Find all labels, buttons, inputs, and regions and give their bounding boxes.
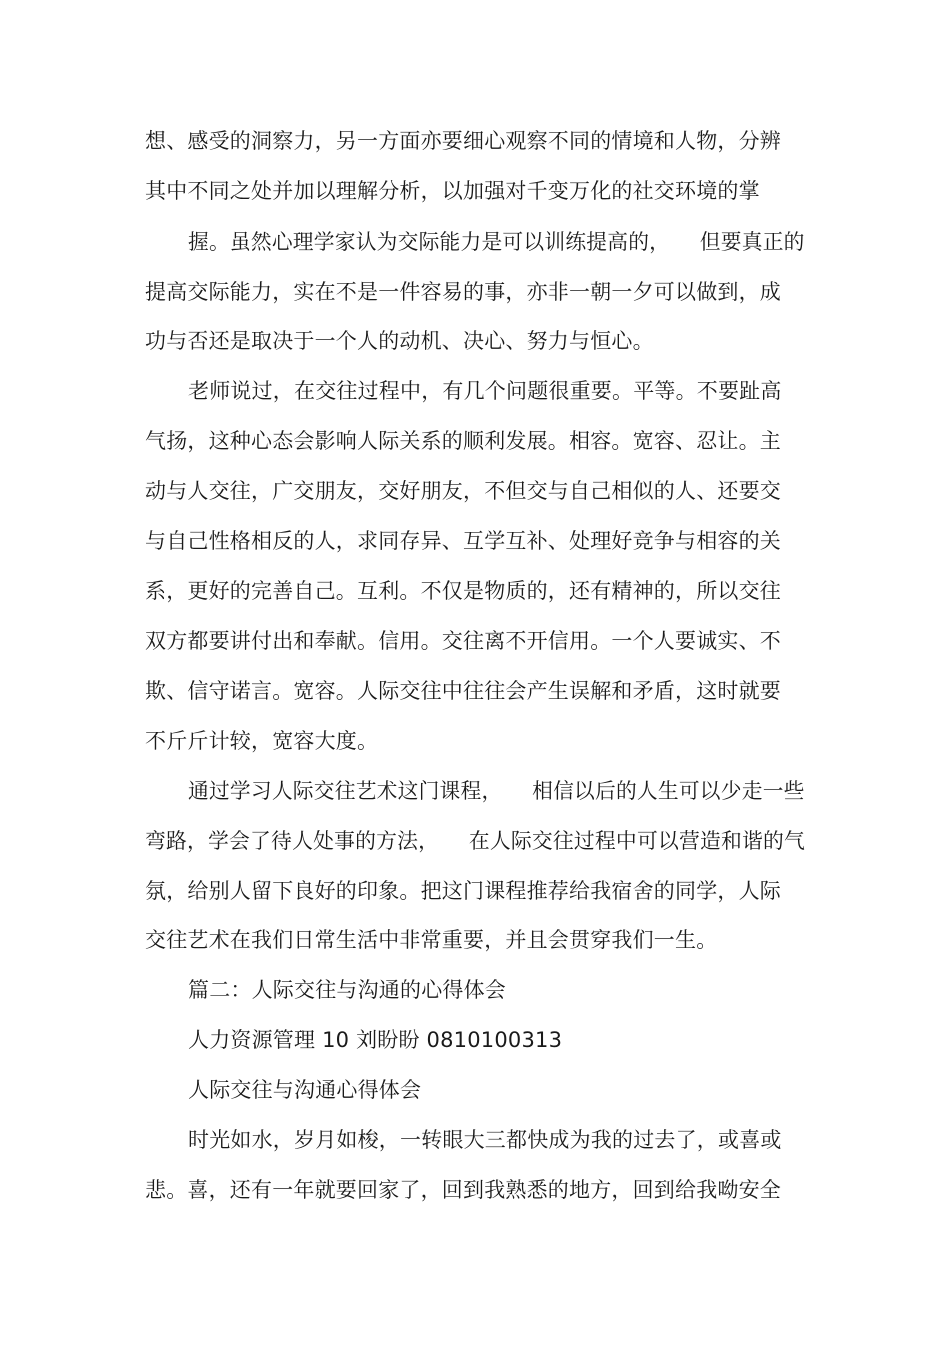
text-line: 提高交际能力，实在不是一件容易的事，亦非一朝一夕可以做到，成 <box>145 280 781 304</box>
text-segment: 通过学习人际交往艺术这门课程， <box>188 779 503 803</box>
text-line <box>188 776 805 806</box>
text-line: 其中不同之处并加以理解分析，以加强对千变万化的社交环境的掌 <box>145 179 760 203</box>
article-title: 人际交往与沟通心得体会 <box>188 1078 422 1102</box>
text-segment: 相信以后的人生可以少走一些 <box>532 779 805 803</box>
text-line: 悲。喜，还有一年就要回家了，回到我熟悉的地方，回到给我呦安全 <box>145 1178 781 1202</box>
text-segment: 握。虽然心理学家认为交际能力是可以训练提高的， <box>188 230 671 254</box>
section-heading: 篇二：人际交往与沟通的心得体会 <box>188 978 506 1002</box>
text-line: 交往艺术在我们日常生活中非常重要，并且会贯穿我们一生。 <box>145 928 718 952</box>
text-line: 与自己性格相反的人，求同存异、互学互补、处理好竞争与相容的关 <box>145 529 781 553</box>
text-line: 不斤斤计较，宽容大度。 <box>145 729 379 753</box>
text-line: 动与人交往，广交朋友，交好朋友，不但交与自己相似的人、还要交 <box>145 479 781 503</box>
text-line: 欺、信守诺言。宽容。人际交往中往往会产生误解和矛盾，这时就要 <box>145 679 781 703</box>
text-line: 气扬，这种心态会影响人际关系的顺利发展。相容。宽容、忍让。主 <box>145 429 781 453</box>
text-line <box>188 227 805 257</box>
text-line: 老师说过，在交往过程中，有几个问题很重要。平等。不要趾高 <box>188 379 782 403</box>
text-segment: 在人际交往过程中可以营造和谐的气 <box>468 829 806 853</box>
text-segment: 但要真正的 <box>699 230 805 254</box>
text-line <box>145 826 805 856</box>
text-segment: 弯路，学会了待人处事的方法， <box>145 829 440 853</box>
author-line: 人力资源管理 10 刘盼盼 0810100313 <box>188 1028 563 1052</box>
text-line: 氛，给别人留下良好的印象。把这门课程推荐给我宿舍的同学，人际 <box>145 879 781 903</box>
text-line: 双方都要讲付出和奉献。信用。交往离不开信用。一个人要诚实、不 <box>145 629 781 653</box>
text-line: 想、感受的洞察力，另一方面亦要细心观察不同的情境和人物，分辨 <box>145 129 781 153</box>
text-line: 功与否还是取决于一个人的动机、决心、努力与恒心。 <box>145 329 654 353</box>
text-line: 时光如水，岁月如梭，一转眼大三都快成为我的过去了，或喜或 <box>188 1128 782 1152</box>
text-line: 系，更好的完善自己。互利。不仅是物质的，还有精神的，所以交往 <box>145 579 781 603</box>
